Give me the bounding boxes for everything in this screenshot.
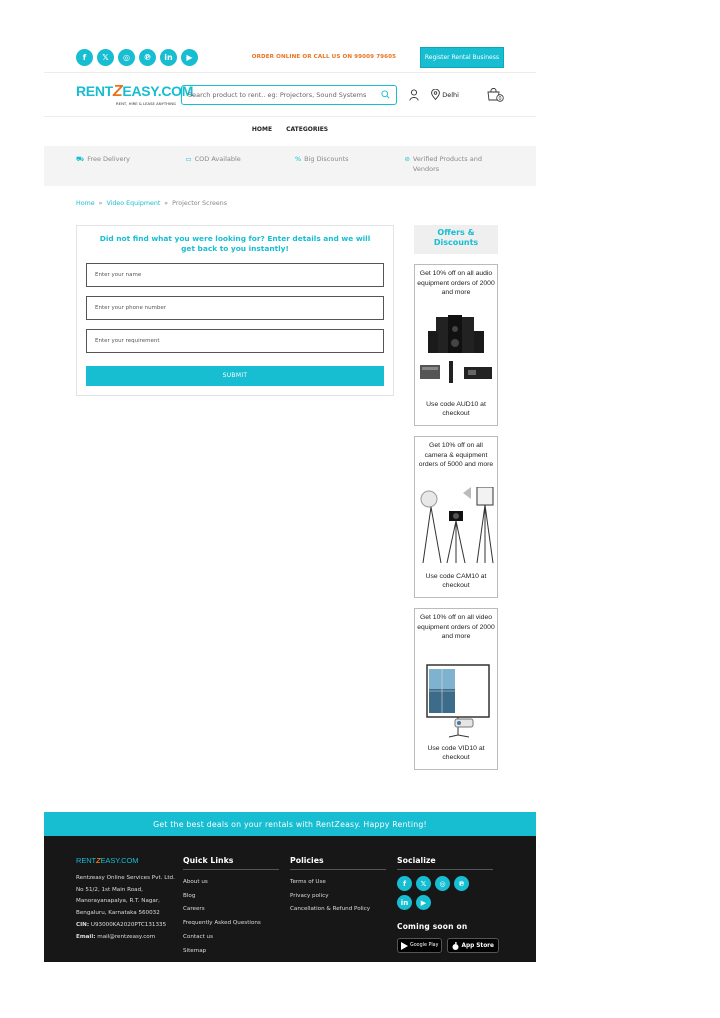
company-cin bbox=[76, 920, 183, 932]
features-strip bbox=[44, 146, 536, 186]
breadcrumb-separator: » bbox=[98, 200, 103, 207]
linkedin-icon[interactable]: in bbox=[160, 49, 177, 66]
offer-code: Use code AUD10 at checkout bbox=[426, 400, 486, 418]
feature-label: COD Available bbox=[194, 155, 241, 163]
company-email bbox=[76, 932, 183, 944]
pinterest-icon[interactable]: ℗ bbox=[454, 876, 469, 891]
apple-icon bbox=[452, 942, 459, 950]
email-label: Email: bbox=[76, 933, 96, 940]
nav-home[interactable]: HOME bbox=[251, 126, 273, 133]
breadcrumb bbox=[44, 200, 536, 207]
feature-label: Verified Products and Vendors bbox=[412, 155, 482, 174]
location-pin-icon bbox=[431, 89, 440, 100]
truck-icon: ⛟ bbox=[76, 155, 85, 163]
logo-text-rent: RENT bbox=[76, 82, 113, 99]
search-input[interactable]: Search product to rent.. eg: Projectors, Sound Systems bbox=[188, 90, 367, 99]
phone-input[interactable]: Enter your phone number bbox=[86, 296, 384, 320]
search-icon[interactable] bbox=[381, 90, 390, 99]
header bbox=[44, 73, 536, 116]
offer-text: Get 10% off on all camera & equipment orders of 5000 and more bbox=[418, 442, 494, 469]
offers-sidebar bbox=[414, 225, 498, 770]
cin-label: CIN: bbox=[76, 921, 90, 928]
requirement-form bbox=[76, 225, 394, 396]
footer-socialize bbox=[397, 856, 504, 962]
offer-code: Use code VID10 at checkout bbox=[427, 744, 485, 762]
offer-card-audio[interactable] bbox=[414, 264, 498, 426]
company-address: Rentzeasy Online Services Pvt. Ltd. No 51/2, 1st Main Road, Manorayanapalya, R.T. Nagar, Bengaluru, Karnataka 560032 bbox=[76, 875, 175, 917]
cin-value: U93000KA2020PTC131335 bbox=[90, 921, 167, 928]
logo[interactable] bbox=[76, 82, 194, 106]
page bbox=[44, 44, 536, 770]
pinterest-icon[interactable]: ℗ bbox=[139, 49, 156, 66]
breadcrumb-current: Projector Screens bbox=[172, 200, 228, 207]
main-content bbox=[44, 225, 536, 770]
top-social-icons bbox=[76, 49, 198, 66]
requirement-input[interactable]: Enter your requirement bbox=[86, 329, 384, 353]
footer-link-terms[interactable]: Terms of Use bbox=[290, 879, 326, 885]
feature-verified bbox=[404, 154, 504, 186]
cart-count: 0 bbox=[498, 96, 502, 102]
footer-policies bbox=[290, 856, 397, 962]
instagram-icon[interactable]: ◎ bbox=[435, 876, 450, 891]
logo-text-easy: EASY.COM bbox=[122, 82, 194, 99]
footer-logo[interactable] bbox=[76, 856, 183, 865]
footer-link-contact[interactable]: Contact us bbox=[183, 933, 214, 940]
footer-link-faq[interactable]: Frequently Asked Questions bbox=[183, 920, 261, 927]
cart-icon[interactable] bbox=[487, 88, 504, 102]
quick-links-title: Quick Links bbox=[183, 856, 279, 870]
top-bar bbox=[44, 44, 536, 70]
footer-logo-rent: RENT bbox=[76, 856, 97, 865]
offer-text: Get 10% off on all audio equipment orders of 2000 and more bbox=[417, 270, 495, 297]
footer-quick-links bbox=[183, 856, 290, 962]
footer-social-icons bbox=[397, 876, 481, 910]
offer-card-video[interactable] bbox=[414, 608, 498, 770]
x-twitter-icon[interactable]: 𝕏 bbox=[97, 49, 114, 66]
google-play-label: Google Play bbox=[410, 943, 439, 948]
policies-title: Policies bbox=[290, 856, 386, 870]
app-store-badges bbox=[397, 938, 504, 953]
linkedin-icon[interactable]: in bbox=[397, 895, 412, 910]
feature-cod bbox=[185, 154, 294, 186]
cash-icon: ▭ bbox=[185, 155, 192, 163]
email-value[interactable]: mail@rentzeasy.com bbox=[97, 933, 156, 940]
camera-equipment-image bbox=[419, 487, 495, 567]
instagram-icon[interactable]: ◎ bbox=[118, 49, 135, 66]
breadcrumb-home[interactable]: Home bbox=[76, 200, 95, 207]
footer-link-refund[interactable]: Cancellation & Refund Policy bbox=[290, 906, 371, 913]
register-rental-business-button[interactable]: Register Rental Business bbox=[420, 47, 504, 68]
order-call-message: ORDER ONLINE OR CALL US ON 99009 79605 bbox=[251, 54, 397, 60]
feature-free-delivery bbox=[76, 154, 185, 186]
footer bbox=[44, 836, 536, 962]
youtube-icon[interactable]: ▶ bbox=[181, 49, 198, 66]
app-store-badge[interactable] bbox=[447, 938, 499, 953]
breadcrumb-separator: » bbox=[164, 200, 169, 207]
offers-title: Offers & Discounts bbox=[414, 225, 498, 254]
name-input[interactable]: Enter your name bbox=[86, 263, 384, 287]
x-twitter-icon[interactable]: 𝕏 bbox=[416, 876, 431, 891]
footer-logo-easy: EASY.COM bbox=[100, 856, 139, 865]
footer-banner: Get the best deals on your rentals with RentZeasy. Happy Renting! bbox=[44, 812, 536, 836]
offer-card-camera[interactable] bbox=[414, 436, 498, 598]
city-selector[interactable] bbox=[431, 89, 459, 100]
facebook-icon[interactable]: f bbox=[76, 49, 93, 66]
offer-code: Use code CAM10 at checkout bbox=[425, 572, 487, 590]
logo-text-z: Z bbox=[112, 82, 123, 100]
footer-link-careers[interactable]: Careers bbox=[183, 906, 205, 913]
user-icon[interactable] bbox=[409, 89, 419, 101]
nav-categories[interactable]: CATEGORIES bbox=[286, 126, 329, 133]
breadcrumb-video-equipment[interactable]: Video Equipment bbox=[106, 200, 161, 207]
video-equipment-image bbox=[419, 659, 495, 739]
coming-soon-label: Coming soon on bbox=[397, 922, 468, 931]
header-actions bbox=[409, 88, 504, 102]
audio-equipment-image bbox=[419, 315, 495, 395]
logo-tagline: RENT, HIRE & LEASE ANYTHING bbox=[116, 100, 176, 106]
feature-discounts bbox=[295, 154, 404, 186]
app-store-label: App Store bbox=[461, 942, 494, 949]
footer-link-sitemap[interactable]: Sitemap bbox=[183, 947, 207, 954]
google-play-icon bbox=[401, 942, 408, 950]
percent-icon: % bbox=[294, 155, 302, 163]
city-name: Delhi bbox=[442, 90, 459, 99]
socialize-title: Socialize bbox=[397, 856, 493, 870]
footer-logo-z: Z bbox=[96, 856, 101, 865]
footer-link-about[interactable]: About us bbox=[183, 879, 208, 885]
feature-label: Free Delivery bbox=[87, 155, 131, 163]
main-nav bbox=[44, 116, 536, 142]
search-box[interactable] bbox=[181, 85, 397, 105]
footer-about bbox=[76, 856, 183, 962]
offer-text: Get 10% off on all video equipment orders of 2000 and more bbox=[417, 614, 495, 641]
youtube-icon[interactable]: ▶ bbox=[416, 895, 431, 910]
footer-link-blog[interactable]: Blog bbox=[183, 892, 196, 899]
google-play-badge[interactable] bbox=[397, 938, 442, 953]
submit-button[interactable]: SUBMIT bbox=[86, 366, 384, 386]
footer-link-privacy[interactable]: Privacy policy bbox=[290, 892, 329, 899]
facebook-icon[interactable]: f bbox=[397, 876, 412, 891]
form-title: Did not find what you were looking for? Enter details and we will get back to you instantly! bbox=[99, 234, 371, 253]
feature-label: Big Discounts bbox=[304, 155, 349, 163]
verified-icon: ⊘ bbox=[404, 155, 410, 163]
